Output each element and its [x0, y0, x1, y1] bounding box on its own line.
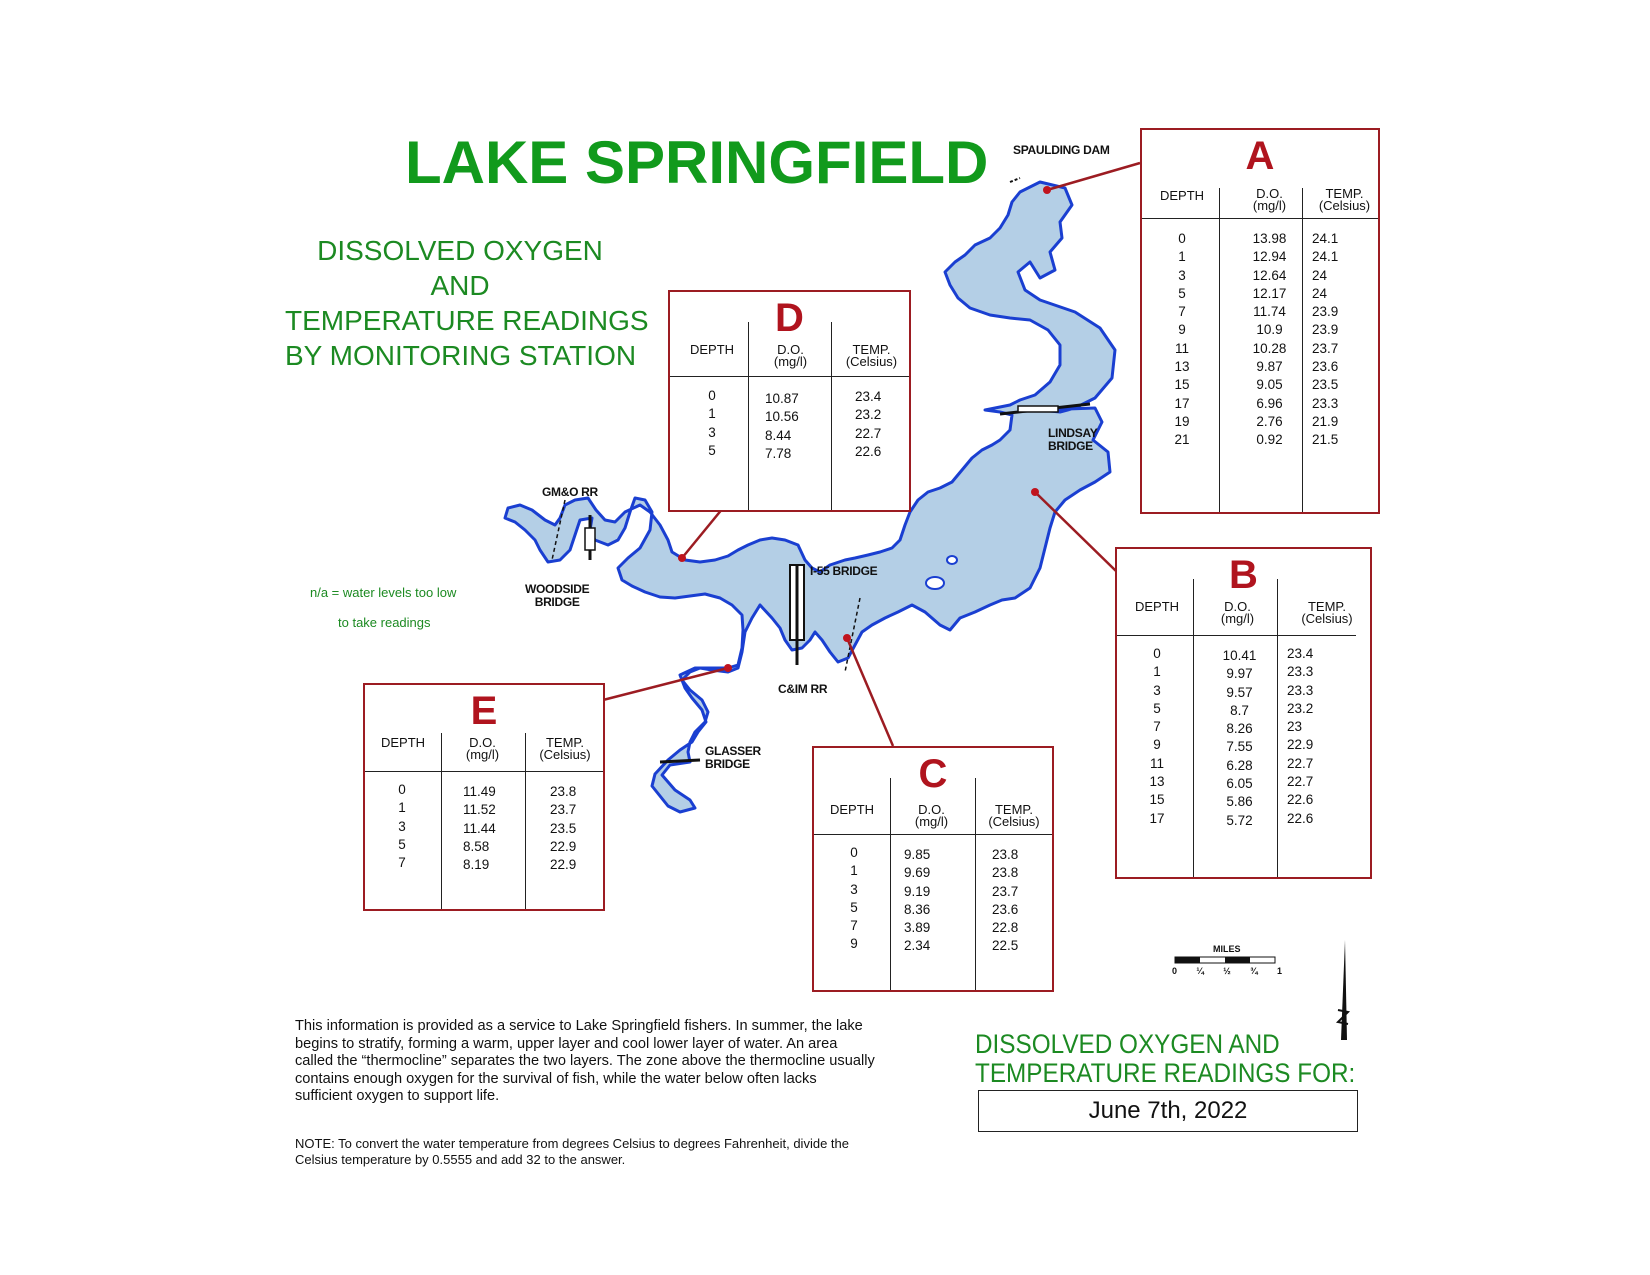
- do-unit: (mg/l): [773, 354, 808, 369]
- na-note-line-2: to take readings: [338, 615, 431, 630]
- do-unit: (mg/l): [1252, 198, 1287, 213]
- table-cell: 9.85: [904, 847, 931, 862]
- table-cell: 22.9: [550, 838, 577, 854]
- station-point-e[interactable]: [724, 664, 732, 672]
- table-cell: 22.6: [855, 443, 882, 459]
- table-cell: 9: [1178, 322, 1186, 338]
- na-note-line-1: n/a = water levels too low: [310, 585, 457, 600]
- label-line: GLASSER: [705, 744, 761, 758]
- leader-line-d: [682, 508, 723, 558]
- do-column: [1242, 230, 1297, 450]
- spaulding-dam-mark: [1010, 178, 1020, 182]
- depth-column: [697, 387, 727, 460]
- table-cell: 23.8: [992, 847, 1019, 862]
- table-cell: 23.7: [992, 883, 1019, 899]
- depth-column: [839, 844, 869, 954]
- do-label: D.O.: [1224, 599, 1251, 614]
- scale-bar-segment: [1175, 957, 1200, 963]
- table-cell: 23.7: [1312, 340, 1339, 356]
- do-column: [765, 390, 810, 463]
- table-cell: 23.6: [1312, 359, 1339, 375]
- table-cell: 15: [1149, 792, 1165, 808]
- table-cell: 8.44: [765, 427, 792, 443]
- table-cell: 15: [1174, 377, 1190, 393]
- subtitle-line: DISSOLVED OXYGEN: [317, 235, 603, 266]
- temp-header: [1307, 188, 1382, 212]
- conversion-note: NOTE: To convert the water temperature from degrees Celsius to degrees Fahrenheit, divide the Celsius temperature by 0.5555 and add 32 to the answer.: [295, 1136, 849, 1167]
- temp-label: TEMP.: [545, 735, 585, 750]
- header-rule: [814, 834, 1052, 835]
- station-letter: A: [1245, 134, 1275, 178]
- column-rule: [441, 733, 442, 909]
- temp-header: [1282, 601, 1372, 625]
- island: [947, 556, 957, 564]
- table-cell: 5: [850, 899, 858, 915]
- leader-line-c: [847, 638, 893, 746]
- table-cell: 23.7: [550, 802, 577, 818]
- depth-header: DEPTH: [380, 735, 426, 750]
- lindsay-bridge-deck: [1018, 406, 1058, 412]
- table-cell: 1: [1153, 664, 1161, 680]
- column-rule: [831, 322, 832, 510]
- station-point-d[interactable]: [678, 554, 686, 562]
- table-cell: 6.28: [1226, 757, 1253, 773]
- gmo-rr-label: GM&O RR: [542, 485, 598, 499]
- table-cell: 22.9: [1287, 737, 1314, 753]
- table-cell: 0: [708, 388, 716, 403]
- table-cell: 23.4: [855, 389, 882, 404]
- do-header: [440, 737, 525, 761]
- spaulding-dam-label: SPAULDING DAM: [1013, 143, 1110, 157]
- table-cell: 5.72: [1226, 812, 1253, 828]
- table-cell: 23.2: [1287, 700, 1314, 716]
- leader-line-e: [603, 668, 728, 700]
- temp-column: [1312, 230, 1352, 450]
- table-cell: 10.9: [1256, 322, 1283, 338]
- table-cell: 5: [1153, 700, 1161, 716]
- table-cell: 0: [398, 782, 406, 797]
- station-c-table: [812, 746, 1054, 992]
- table-cell: 0: [1153, 646, 1161, 661]
- do-header: [1232, 188, 1307, 212]
- station-a-table: [1140, 128, 1380, 514]
- table-cell: 11.49: [463, 784, 496, 799]
- depth-header: DEPTH: [1134, 599, 1180, 614]
- table-cell: 3: [1178, 267, 1186, 283]
- scale-bar-segment: [1225, 957, 1250, 963]
- depth-column: [387, 781, 417, 872]
- table-cell: 0: [1178, 231, 1186, 246]
- do-unit: (mg/l): [465, 747, 500, 762]
- table-cell: 23.8: [992, 865, 1019, 881]
- glasser-bridge-label: [705, 745, 761, 771]
- do-column: [904, 846, 949, 956]
- column-rule: [748, 322, 749, 510]
- table-cell: 23: [1287, 719, 1303, 735]
- do-header: [748, 344, 833, 368]
- do-unit: (mg/l): [914, 814, 949, 829]
- table-cell: 8.26: [1226, 721, 1253, 737]
- station-e-table: [363, 683, 605, 911]
- table-cell: 10.41: [1222, 648, 1257, 663]
- label-line: BRIDGE: [534, 595, 580, 609]
- do-label: D.O.: [1256, 186, 1283, 201]
- column-rule: [1277, 579, 1278, 877]
- table-cell: 7: [1178, 304, 1186, 320]
- table-cell: 22.7: [855, 425, 882, 441]
- lindsay-bridge-label: [1048, 427, 1097, 453]
- label-line: BRIDGE: [1048, 439, 1093, 453]
- table-cell: 11: [1174, 340, 1189, 356]
- table-cell: 5: [708, 442, 716, 458]
- temp-label: TEMP.: [852, 342, 891, 357]
- header-rule: [1117, 635, 1356, 636]
- column-rule: [1302, 188, 1303, 512]
- table-cell: 5: [398, 836, 406, 852]
- table-cell: 9.69: [904, 865, 931, 881]
- table-cell: 8.7: [1230, 702, 1249, 718]
- scale-tick: 1: [1276, 966, 1282, 976]
- temp-unit: (Celsius): [1318, 198, 1371, 213]
- table-cell: 10.87: [765, 391, 799, 406]
- subtitle-line: TEMPERATURE READINGS: [285, 305, 649, 336]
- table-cell: 3: [708, 424, 716, 440]
- table-cell: 6.05: [1226, 776, 1253, 792]
- table-cell: 24.1: [1312, 231, 1339, 246]
- table-cell: 9: [1153, 737, 1161, 753]
- station-d-table: [668, 290, 911, 512]
- station-letter: B: [1229, 553, 1258, 597]
- table-cell: 10.56: [765, 409, 799, 425]
- temp-header: [830, 344, 913, 368]
- leader-line-a: [1047, 163, 1140, 190]
- table-cell: 1: [708, 406, 716, 422]
- column-rule: [1193, 579, 1194, 877]
- station-letter: E: [470, 689, 498, 733]
- table-cell: 24: [1312, 267, 1328, 283]
- cim-rr-label: C&IM RR: [778, 682, 828, 696]
- label-line: BRIDGE: [705, 757, 750, 771]
- temp-unit: (Celsius): [988, 814, 1040, 829]
- subtitle-line: BY MONITORING STATION: [285, 340, 637, 371]
- table-cell: 11.44: [463, 820, 496, 836]
- do-label: D.O.: [918, 802, 945, 817]
- woodside-bridge-deck: [585, 528, 595, 550]
- temp-unit: (Celsius): [1301, 611, 1353, 626]
- table-cell: 23.5: [1312, 377, 1339, 393]
- station-point-c[interactable]: [843, 634, 851, 642]
- table-cell: 23.3: [1287, 682, 1314, 698]
- table-cell: 22.6: [1287, 810, 1314, 826]
- do-label: D.O.: [777, 342, 804, 357]
- depth-column: [1167, 230, 1197, 450]
- subtitle-line: AND: [430, 270, 490, 301]
- do-header: [1195, 601, 1280, 625]
- table-cell: 2.76: [1256, 413, 1283, 429]
- table-cell: 8.19: [463, 857, 490, 873]
- table-cell: 9: [850, 936, 858, 952]
- table-cell: 6.96: [1256, 395, 1283, 411]
- table-cell: 2.34: [904, 938, 931, 954]
- table-cell: 8.58: [463, 838, 490, 854]
- table-cell: 10.28: [1252, 340, 1287, 356]
- scale-tick: ½: [1223, 966, 1231, 976]
- table-cell: 9.87: [1256, 359, 1283, 375]
- table-cell: 1: [850, 863, 858, 879]
- table-cell: 0.92: [1256, 432, 1283, 448]
- table-cell: 11.52: [463, 802, 496, 818]
- table-cell: 17: [1149, 810, 1165, 826]
- label-line: WOODSIDE: [525, 582, 590, 596]
- temp-column: [550, 783, 590, 874]
- temp-header: [974, 804, 1054, 828]
- do-label: D.O.: [469, 735, 496, 750]
- woodside-bridge-label: [525, 583, 589, 609]
- header-rule: [670, 376, 909, 377]
- table-cell: 5: [1178, 285, 1186, 301]
- table-cell: 12.17: [1252, 285, 1287, 301]
- scale-tick: ¼: [1196, 966, 1204, 976]
- label-line: LINDSAY: [1048, 426, 1098, 440]
- table-cell: 22.6: [1287, 792, 1314, 808]
- do-column: [1217, 647, 1262, 830]
- table-cell: 23.9: [1312, 322, 1339, 338]
- temp-label: TEMP.: [1307, 599, 1347, 614]
- depth-header: DEPTH: [829, 802, 875, 817]
- scale-ticks: [1172, 966, 1282, 976]
- table-cell: 13: [1174, 359, 1190, 375]
- table-cell: 3: [1153, 682, 1161, 698]
- station-letter: D: [775, 296, 804, 340]
- table-cell: 1: [1178, 249, 1186, 265]
- depth-header: DEPTH: [1159, 188, 1205, 203]
- table-cell: 7: [1153, 719, 1161, 735]
- info-paragraph: This information is provided as a service to Lake Springfield fishers. In summer, the lake begins to stratify, forming a warm, upper layer and cool lower layer of water. An area called the “thermocline” separates the two layers. The zone above the thermocline usually contains enough oxygen for the survival of fish, while the water below often lacks sufficient oxygen to support life.: [295, 1018, 875, 1105]
- column-rule: [975, 778, 976, 990]
- table-cell: 8.36: [904, 901, 931, 917]
- temp-unit: (Celsius): [539, 747, 591, 762]
- map-title: LAKE SPRINGFIELD: [405, 129, 989, 196]
- table-cell: 13.98: [1252, 231, 1287, 246]
- do-unit: (mg/l): [1220, 611, 1255, 626]
- readings-line: DISSOLVED OXYGEN AND: [975, 1029, 1280, 1059]
- table-cell: 21: [1174, 432, 1190, 448]
- column-rule: [1219, 188, 1220, 512]
- table-cell: 22.5: [992, 938, 1019, 954]
- readings-date: June 7th, 2022: [978, 1090, 1358, 1132]
- table-cell: 9.57: [1226, 684, 1253, 700]
- table-cell: 13: [1149, 774, 1165, 790]
- temp-unit: (Celsius): [845, 354, 898, 369]
- temp-label: TEMP.: [994, 802, 1034, 817]
- station-point-b[interactable]: [1031, 488, 1039, 496]
- table-cell: 11: [1149, 755, 1164, 771]
- table-cell: 19: [1174, 413, 1190, 429]
- table-cell: 23.4: [1287, 646, 1314, 661]
- depth-header: DEPTH: [689, 342, 735, 357]
- readings-line: TEMPERATURE READINGS FOR:: [975, 1058, 1356, 1088]
- column-rule: [890, 778, 891, 990]
- table-cell: 0: [850, 845, 858, 860]
- table-cell: 5.86: [1226, 794, 1253, 810]
- table-cell: 9.97: [1226, 666, 1253, 682]
- station-point-a[interactable]: [1043, 186, 1051, 194]
- table-cell: 22.9: [550, 857, 577, 873]
- column-rule: [525, 733, 526, 909]
- glasser-bridge-mark: [660, 760, 700, 762]
- scale-tick: ¾: [1250, 966, 1258, 976]
- table-cell: 12.94: [1252, 249, 1287, 265]
- table-cell: 12.64: [1252, 267, 1287, 283]
- north-arrow-icon: [1341, 940, 1347, 1040]
- scale-title: MILES: [1213, 944, 1241, 954]
- temp-column: [1287, 645, 1327, 828]
- header-rule: [365, 771, 603, 772]
- header-rule: [1142, 218, 1378, 219]
- readings-for-heading: [975, 1030, 1355, 1088]
- table-cell: 24.1: [1312, 249, 1339, 265]
- table-cell: 7: [850, 918, 858, 934]
- table-cell: 21.9: [1312, 413, 1339, 429]
- table-cell: 22.7: [1287, 774, 1314, 790]
- table-cell: 23.6: [992, 901, 1019, 917]
- table-cell: 22.8: [992, 920, 1019, 936]
- temp-label: TEMP.: [1325, 186, 1364, 201]
- table-cell: 23.8: [550, 784, 577, 799]
- table-cell: 3: [850, 881, 858, 897]
- scale-tick: 0: [1172, 966, 1178, 976]
- table-cell: 23.9: [1312, 304, 1339, 320]
- temp-header: [525, 737, 605, 761]
- station-b-table: [1115, 547, 1372, 879]
- table-cell: 23.3: [1312, 395, 1339, 411]
- table-cell: 7.78: [765, 445, 792, 461]
- table-cell: 24: [1312, 285, 1328, 301]
- i55-bridge-label: I-55 BRIDGE: [810, 564, 878, 578]
- table-cell: 7: [398, 855, 406, 871]
- do-header: [889, 804, 974, 828]
- temp-column: [855, 388, 895, 461]
- table-cell: 9.05: [1256, 377, 1283, 393]
- station-letter: C: [918, 752, 948, 796]
- table-cell: 7.55: [1226, 739, 1253, 755]
- table-cell: 22.7: [1287, 755, 1314, 771]
- table-cell: 1: [398, 800, 406, 816]
- table-cell: 11.74: [1253, 304, 1286, 320]
- table-cell: 9.19: [904, 883, 931, 899]
- table-cell: 3.89: [904, 920, 931, 936]
- island: [926, 577, 944, 589]
- depth-column: [1142, 645, 1172, 828]
- temp-column: [992, 846, 1032, 956]
- table-cell: 3: [398, 818, 406, 834]
- table-cell: 23.5: [550, 820, 577, 836]
- table-cell: 17: [1174, 395, 1190, 411]
- table-cell: 23.3: [1287, 664, 1314, 680]
- table-cell: 23.2: [855, 407, 882, 423]
- table-cell: 21.5: [1312, 432, 1339, 448]
- do-column: [463, 783, 508, 874]
